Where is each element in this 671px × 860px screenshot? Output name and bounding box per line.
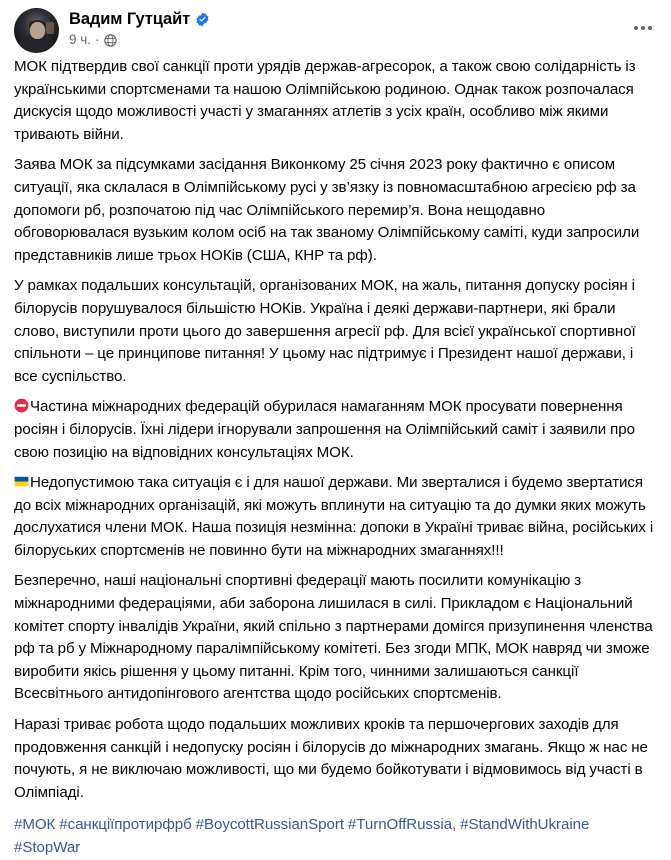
post-paragraph: У рамках подальших консультацій, організованих МОК, на жаль, питання допуску росіян і білорусів порушувалося більшістю НОКів. Україна і деякі держави-партнери, які брали слово, виступили проти цього до завершення агресії рф. Для всієї української спортивної спільноти – це принципове питання! У цьому нас підтримує і Президент нашої держави, і все суспільство. [14,277,636,385]
post-paragraph: Безперечно, наші національні спортивні федерації мають посилити комунікацію з міжнародними федераціями, аби заборона лишилася в силі. Прикладом є Національний комітет спорту інвалідів України, який спільно з партнерами домігся призупинення членства рф та рб у Міжнародному паралімпійському комітеті. Без згоди МПК, МОК навряд чи зможе виробити якісь рішення у цьому питанні. Крім того, чинними залишаються санкції Всесвітнього антидопінгового агентства щодо російських спортсменів. [14,572,653,703]
author-name[interactable]: Вадим Гутцайт [69,10,191,28]
post-paragraph: Наразі триває робота щодо подальших можливих кроків та першочергових заходів для продовження санкцій і недопуску росіян і білорусів до міжнародних змагань. Якщо ж нас не почують, я не виключаю можливості, що ми будемо бойкотувати і відмовимось від участі в Олімпіаді. [14,716,648,801]
more-options-icon[interactable] [629,18,657,38]
author-name-row [69,10,210,28]
post-paragraph-with-emoji [14,396,655,464]
post-header [0,0,671,54]
post-timestamp[interactable]: 9 ч. [69,32,92,48]
no-entry-emoji [14,398,29,413]
post-paragraph-text: Недопустимою така ситуація є і для нашої держави. Ми зверталися і будемо звертатися до всіх міжнародних організацій, які можуть вплинути на ситуацію та до думки яких можуть дослухатися члени МОК. Наша позиція незмінна: допоки в Україні триває війна, російських і білоруських спортсменів не повинно бути на міжнародних змаганнях!!! [14,474,654,559]
post-paragraph: Заява МОК за підсумками засідання Виконкому 25 січня 2023 року фактично є описом ситуації, яка склалася в Олімпійському русі у зв’язку із повномасштабною агресією рф за допомоги рб, розпочатою під час Олімпійського перемир’я. Вона нещодавно обговорювалася вузьким колом осіб на так званому Олімпійському саміті, куди запросили представників лише трьох НОКів (США, КНР та рф). [14,156,640,264]
post-paragraph-text: Частина міжнародних федерацій обурилася намаганням МОК просувати повернення росіян і білорусів. Їхні лідери ігнорували запрошення на Олімпійський саміт і заявили про свою позицію на відповідних консультаціях МОК. [14,398,635,461]
post-body [0,54,671,860]
verified-badge-icon [195,12,210,27]
avatar[interactable] [14,8,59,53]
post-paragraph: МОК підтвердив свої санкції проти урядів держав-агресорок, а також свою солідарність із українськими спортсменами та нашою Олімпійською родиною. Однак також розпочалася дискусія щодо можливості участі у змаганнях атлетів з усіх країн, особливо між якими тривають війни. [14,58,636,143]
more-dot-3 [648,26,652,30]
avatar-face-shape [30,22,45,39]
meta-separator: · [95,32,100,48]
post-hashtags[interactable]: #МОК #санкціїпротирфрб #BoycottRussianSport #TurnOffRussia, #StandWithUkraine #StopWar [14,816,590,856]
more-dot-2 [641,26,645,30]
avatar-background-light [46,22,54,34]
post-author-block [69,8,210,48]
post-paragraph-with-emoji [14,472,655,562]
more-dot-1 [634,26,638,30]
ukraine-flag-emoji [14,474,29,489]
post-meta-row [69,33,210,48]
globe-icon[interactable] [104,34,117,47]
